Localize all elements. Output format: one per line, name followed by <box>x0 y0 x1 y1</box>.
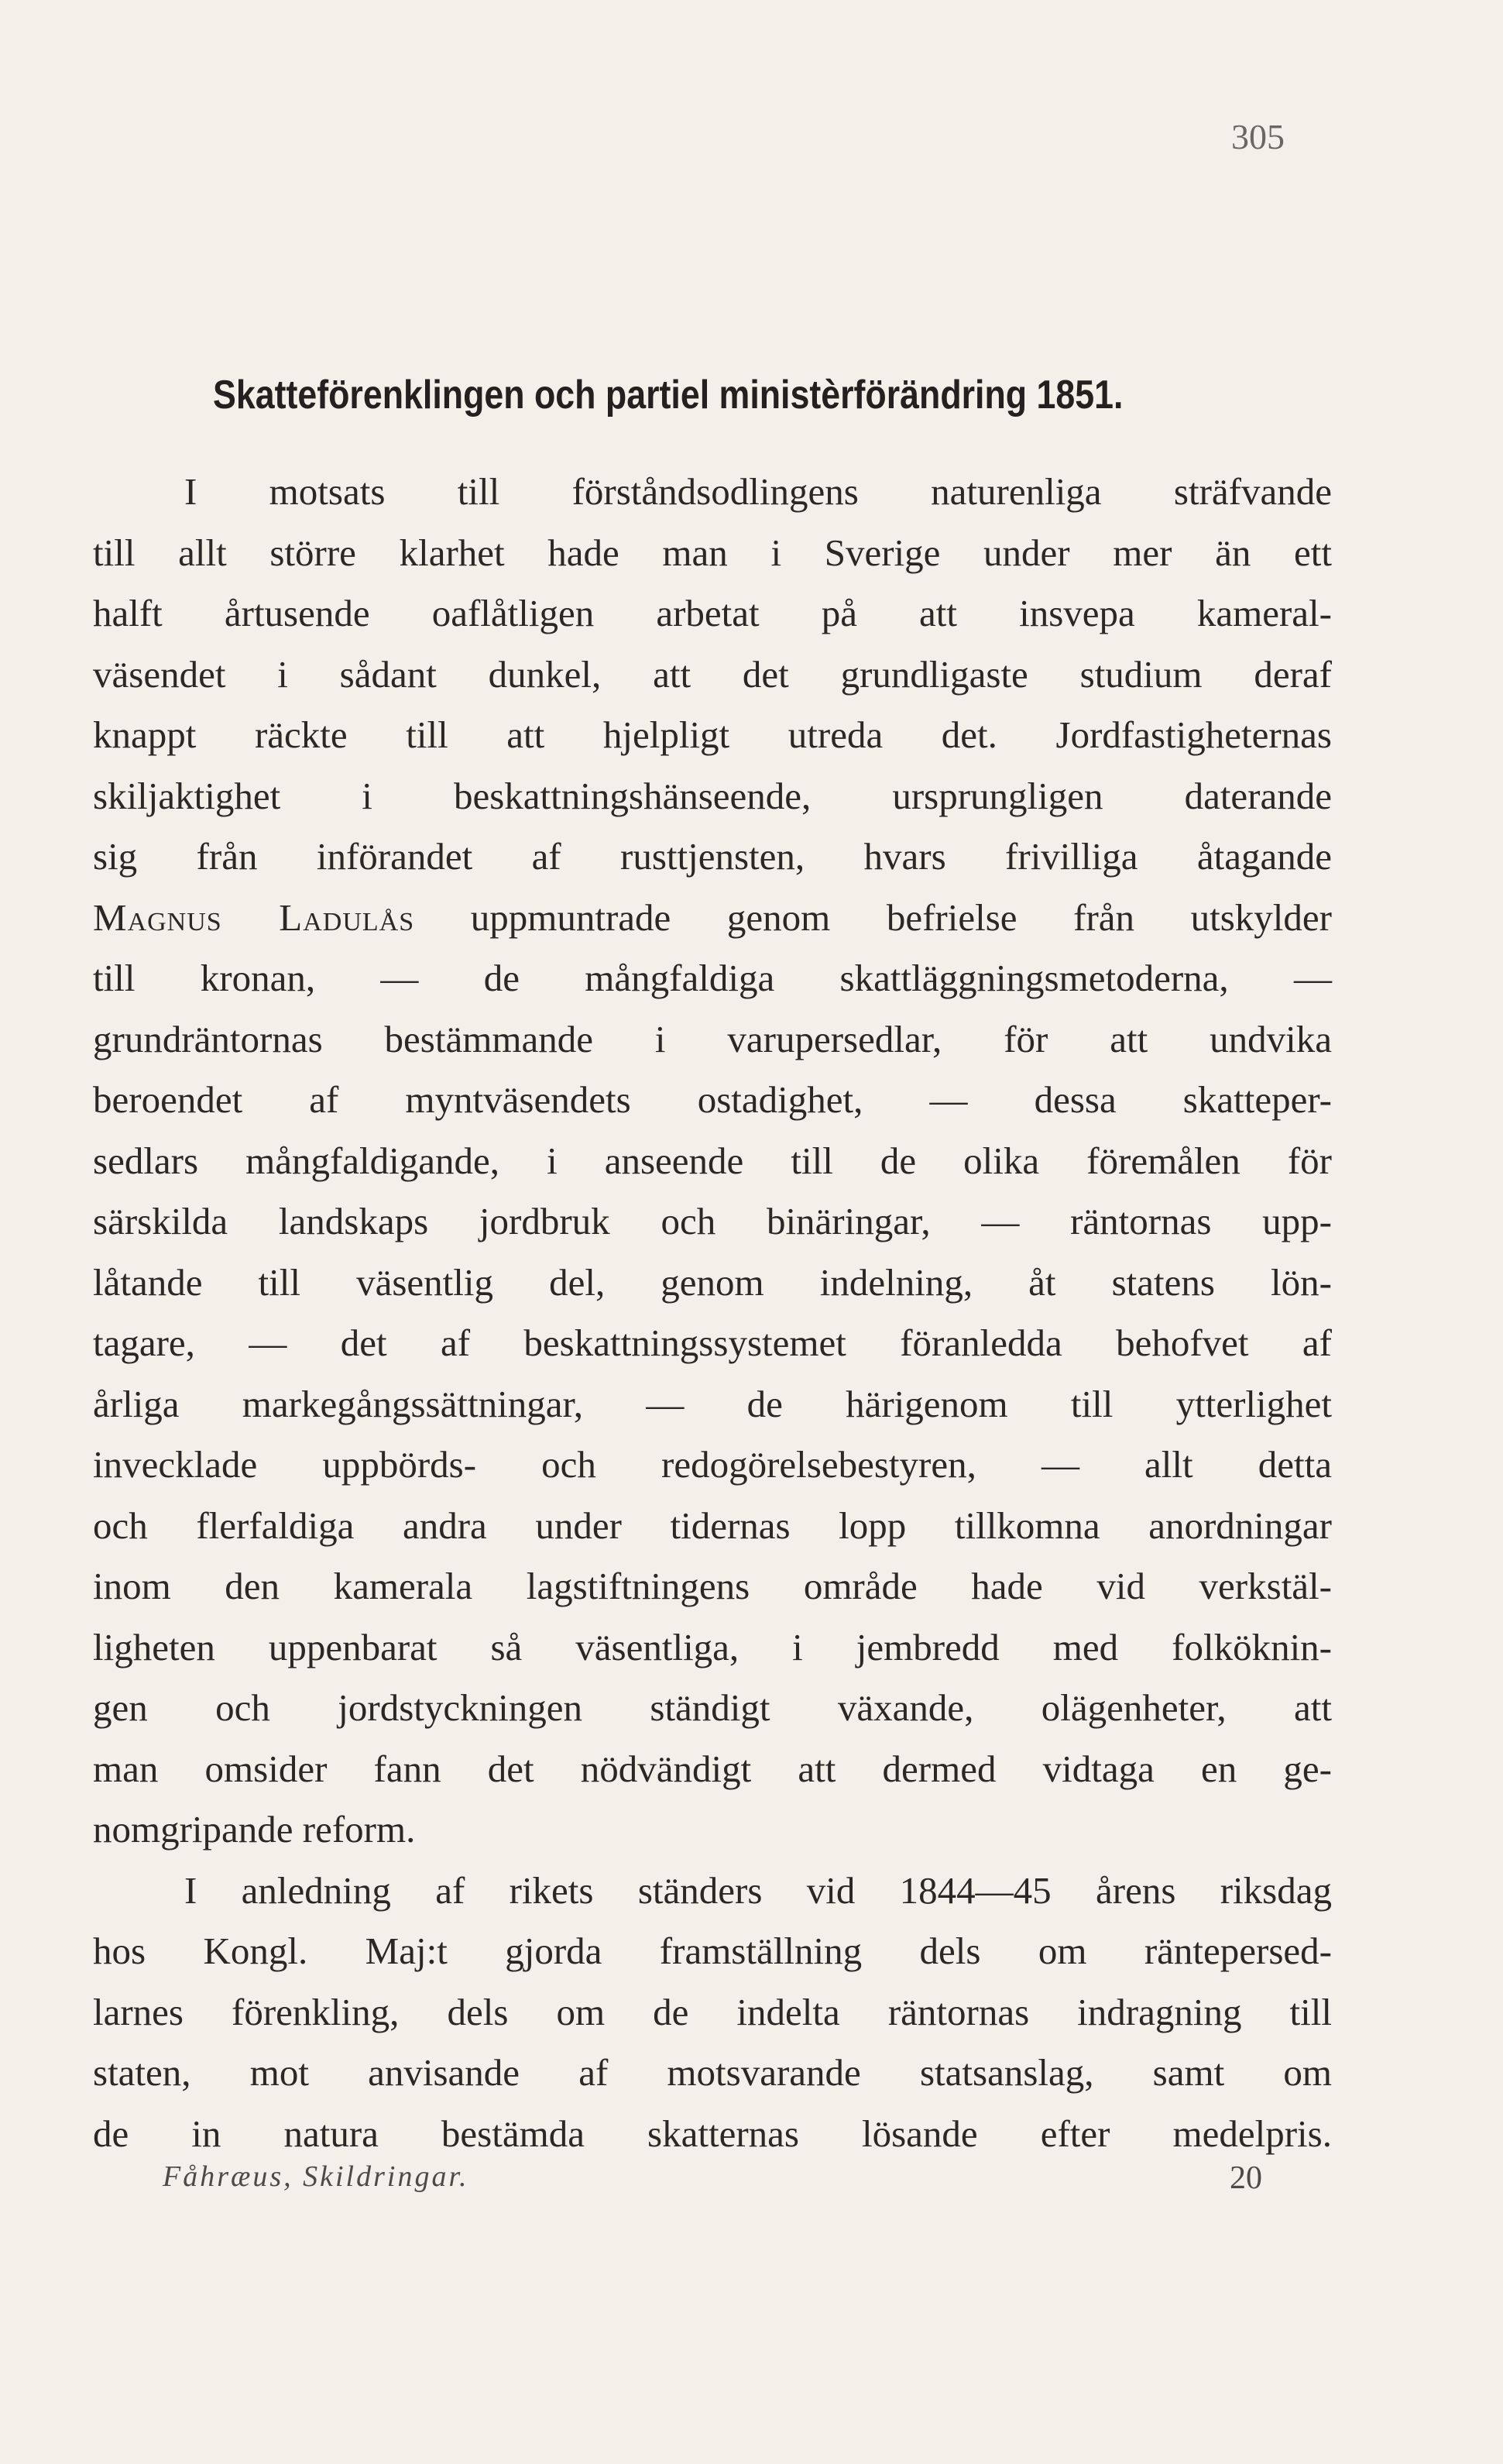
text-line: staten, mot anvisande af motsvarande statsanslag, samt om <box>93 2051 1332 2094</box>
text-line: I anledning af rikets ständers vid 1844—45 årens riksdag <box>184 1868 1332 1912</box>
text-line: invecklade uppbörds- och redogörelsebestyren, — allt detta <box>93 1443 1332 1486</box>
text-line: halft årtusende oaflåtligen arbetat på att insvepa kameral- <box>93 592 1332 634</box>
text-line: årliga markegångssättningar, — de härigenom till ytterlighet <box>93 1382 1332 1425</box>
text-fragment: uppmuntrade genom befrielse från utskylder <box>414 895 1332 939</box>
chapter-heading: Skatteförenklingen och partiel ministèrförändring 1851. <box>213 373 1124 418</box>
text-line: gen och jordstyckningen ständigt växande, olägenheter, att <box>93 1686 1332 1729</box>
page-number: 305 <box>1231 117 1285 156</box>
footer-author-work: Fåhræus, Skildringar. <box>163 2160 469 2193</box>
text-line: och flerfaldiga andra under tidernas lopp tillkomna anordningar <box>93 1503 1332 1547</box>
text-line: tagare, — det af beskattningssystemet föranledda behofvet af <box>93 1321 1332 1364</box>
text-line: väsendet i sådant dunkel, att det grundligaste studium deraf <box>93 652 1332 696</box>
text-line: I motsats till förståndsodlingens naturenliga sträfvande <box>184 470 1332 513</box>
text-line: låtande till väsentlig del, genom indelning, åt statens lön- <box>93 1260 1332 1304</box>
text-line: nomgripande reform. <box>93 1808 416 1851</box>
text-line: skiljaktighet i beskattningshänseende, ursprungligen daterande <box>93 774 1332 817</box>
text-line: hos Kongl. Maj:t gjorda framställning dels om räntepersed- <box>93 1930 1332 1972</box>
text-line: ligheten uppenbarat så väsentliga, i jembredd med folköknin- <box>93 1625 1332 1668</box>
text-line: särskilda landskaps jordbruk och binäringar, — räntornas upp- <box>93 1200 1332 1242</box>
person-name: Magnus Ladulås <box>93 895 415 939</box>
text-line: inom den kamerala lagstiftningens område hade vid verkstäl- <box>93 1565 1332 1607</box>
text-line: till allt större klarhet hade man i Sverige under mer än ett <box>93 531 1332 574</box>
text-line <box>93 888 1332 949</box>
body-text <box>93 462 1332 2164</box>
text-line: sig från införandet af rusttjensten, hvars frivilliga åtagande <box>93 835 1332 878</box>
text-line: de in natura bestämda skatternas lösande efter medelpris. <box>93 2112 1332 2155</box>
text-line: man omsider fann det nödvändigt att dermed vidtaga en ge- <box>93 1747 1332 1790</box>
text-line: larnes förenkling, dels om de indelta räntornas indragning till <box>93 1990 1332 2033</box>
text-line: knappt räckte till att hjelpligt utreda det. Jordfastigheternas <box>93 713 1332 756</box>
footer-signature: 20 <box>1230 2160 1262 2196</box>
text-line: sedlars mångfaldigande, i anseende till de olika föremålen för <box>93 1139 1332 1182</box>
text-line: grundräntornas bestämmande i varupersedlar, för att undvika <box>93 1017 1332 1060</box>
text-line: till kronan, — de mångfaldiga skattläggningsmetoderna, — <box>93 957 1332 999</box>
text-line: beroendet af myntväsendets ostadighet, — dessa skatteper- <box>93 1078 1332 1121</box>
